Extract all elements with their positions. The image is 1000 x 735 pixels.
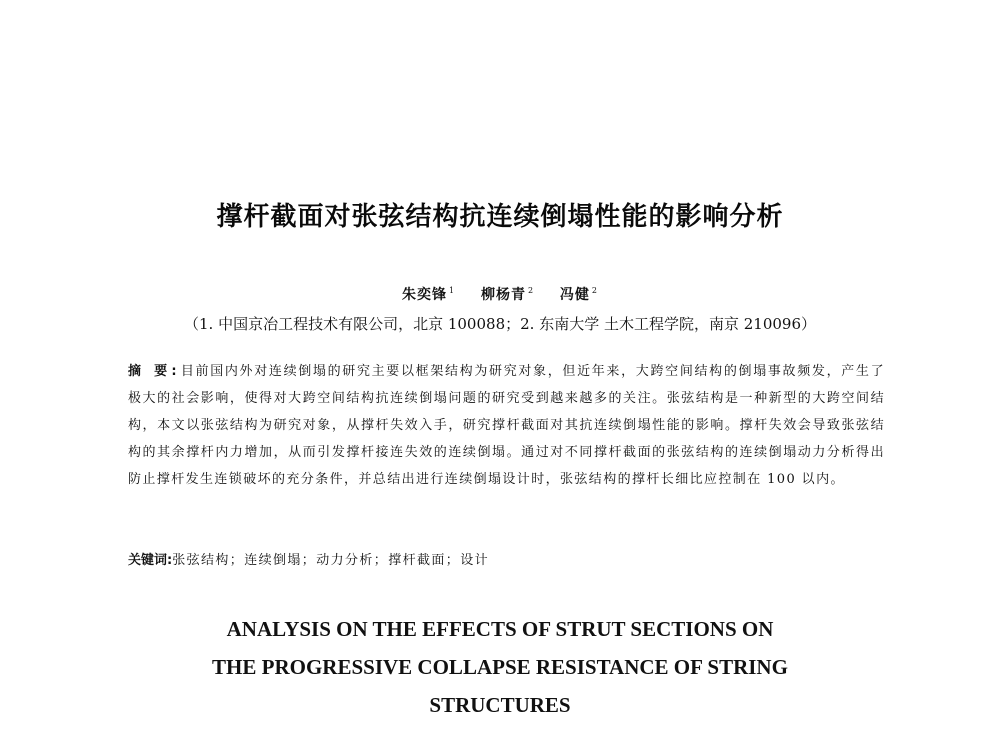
author-affiliation-mark: 2	[527, 286, 535, 296]
abstract-text: 目前国内外对连续倒塌的研究主要以框架结构为研究对象，但近年来，大跨空间结构的倒塌事故频发，产生了极大的社会影响，使得对大跨空间结构抗连续倒塌问题的研究受到越来越多的关注。张弦结构是一种新型的大跨空间结构，本文以张弦结构为研究对象，从撑杆失效入手，研究撑杆截面对其抗连续倒塌性能的影响。撑杆失效会导致张弦结构的其余撑杆内力增加，从而引发撑杆接连失效的连续倒塌。通过对不同撑杆截面的张弦结构的连续倒塌动力分析得出防止撑杆发生连锁破坏的充分条件，并总结出进行连续倒塌设计时，张弦结构的撑杆长细比应控制在 100 以内。	[128, 364, 885, 487]
author-2	[481, 287, 534, 303]
keywords-text: 张弦结构；连续倒塌；动力分析；撑杆截面；设计	[172, 553, 490, 568]
author-name: 柳杨青	[480, 287, 526, 303]
abstract-label: 摘 要:	[128, 364, 181, 379]
keywords-label: 关键词:	[128, 553, 173, 568]
author-name: 冯健	[559, 287, 590, 303]
author-list	[0, 284, 1000, 304]
affiliation-line: （1. 中国京冶工程技术有限公司，北京 100088；2. 东南大学 土木工程学院，南京 210096）	[184, 315, 816, 333]
english-title	[0, 610, 1000, 724]
author-3	[560, 287, 598, 303]
english-title-line-3: STRUCTURES	[429, 693, 571, 717]
author-affiliation-mark: 1	[448, 286, 456, 296]
english-title-line-2: THE PROGRESSIVE COLLAPSE RESISTANCE OF STRING	[212, 655, 788, 679]
keywords-block	[128, 549, 885, 568]
author-1	[402, 287, 455, 303]
author-affiliation-mark: 2	[591, 286, 599, 296]
author-name: 朱奕锋	[401, 287, 447, 303]
abstract-block	[128, 358, 885, 493]
chinese-title: 撑杆截面对张弦结构抗连续倒塌性能的影响分析	[216, 202, 784, 232]
english-title-line-1: ANALYSIS ON THE EFFECTS OF STRUT SECTIONS ON	[226, 617, 774, 641]
